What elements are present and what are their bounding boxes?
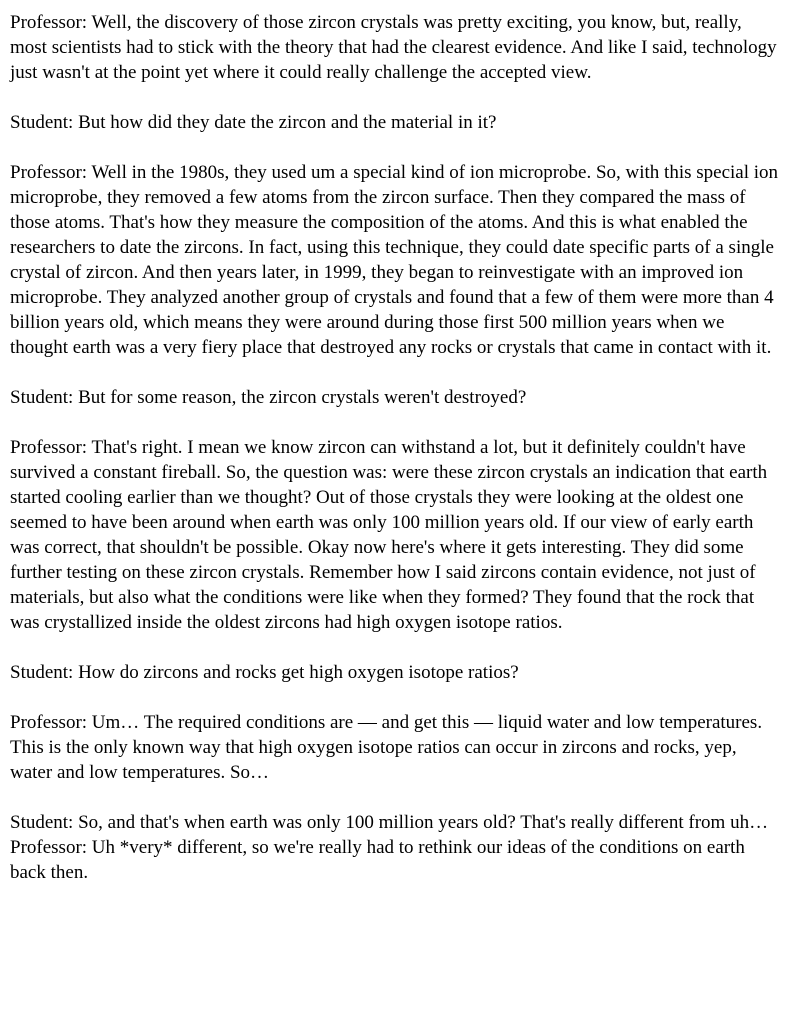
transcript-paragraph: Student: But how did they date the zircon and the material in it? (10, 112, 497, 133)
transcript-document (10, 10, 780, 885)
transcript-paragraph: Professor: Um… The required conditions are — and get this — liquid water and low temperatures. This is the only known way that high oxygen isotope ratios can occur in zircons and rocks, yep, water and low temperatures. So… (10, 712, 763, 783)
transcript-paragraph: Professor: That's right. I mean we know zircon can withstand a lot, but it definitely couldn't have survived a constant fireball. So, the question was: were these zircon crystals an indication that earth started cooling earlier than we thought? Out of those crystals they were looking at the oldest one seemed to have been around when earth was only 100 million years old. If our view of early earth was correct, that shouldn't be possible. Okay now here's where it gets interesting. They did some further testing on these zircon crystals. Remember how I said zircons contain evidence, not just of materials, but also what the conditions were like when they formed? They found that the rock that was crystallized inside the oldest zircons had high oxygen isotope ratios. (10, 437, 768, 633)
transcript-paragraph: Professor: Uh *very* different, so we're really had to rethink our ideas of the conditions on earth back then. (10, 837, 745, 883)
transcript-paragraph: Student: But for some reason, the zircon crystals weren't destroyed? (10, 387, 527, 408)
transcript-paragraph: Professor: Well in the 1980s, they used um a special kind of ion microprobe. So, with this special ion microprobe, they removed a few atoms from the zircon surface. Then they compared the mass of those atoms. That's how they measure the composition of the atoms. And this is what enabled the researchers to date the zircons. In fact, using this technique, they could date specific parts of a single crystal of zircon. And then years later, in 1999, they began to reinvestigate with an improved ion microprobe. They analyzed another group of crystals and found that a few of them were more than 4 billion years old, which means they were around during those first 500 million years when we thought earth was a very fiery place that destroyed any rocks or crystals that came in contact with it. (10, 162, 779, 358)
transcript-paragraph: Student: So, and that's when earth was only 100 million years old? That's really different from uh… (10, 812, 769, 833)
transcript-paragraph: Student: How do zircons and rocks get high oxygen isotope ratios? (10, 662, 519, 683)
transcript-paragraph: Professor: Well, the discovery of those zircon crystals was pretty exciting, you know, but, really, most scientists had to stick with the theory that had the clearest evidence. And like I said, technology just wasn't at the point yet where it could really challenge the accepted view. (10, 12, 777, 83)
